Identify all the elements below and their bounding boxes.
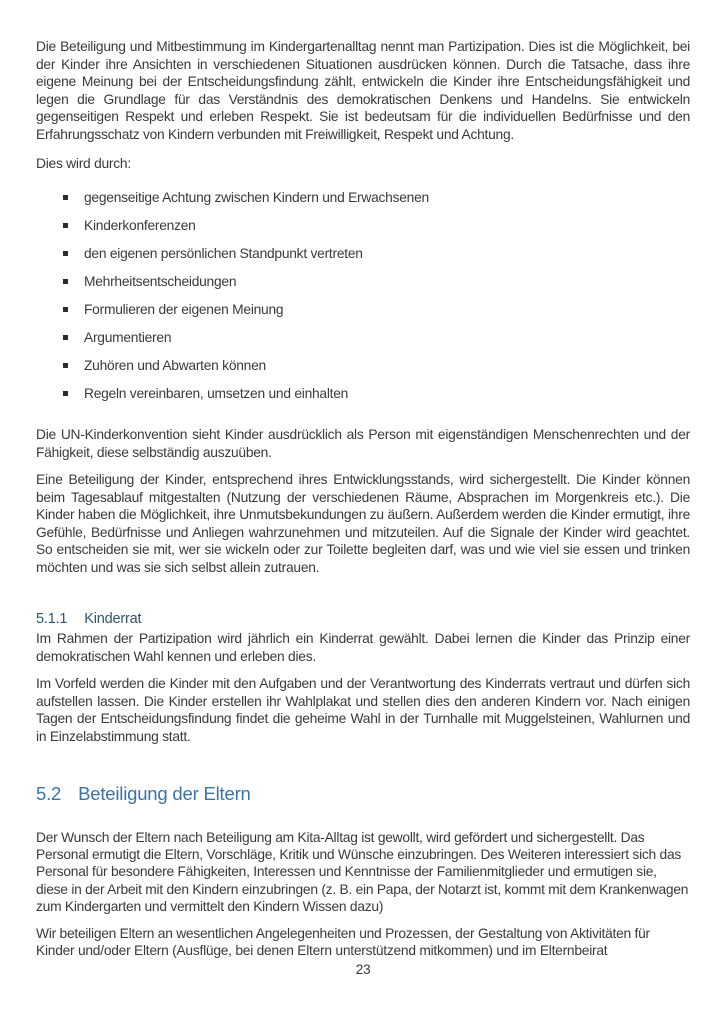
list-item bbox=[63, 189, 690, 207]
heading-number: 5.1.1 bbox=[36, 611, 68, 627]
paragraph-eltern-beteiligung: Wir beteiligen Eltern an wesentlichen Angelegenheiten und Prozessen, der Gestaltung von Aktivitäten für Kinder und/oder Eltern (Ausflüge, bei denen Eltern unterstützend mitkommen) und im Elternbeirat bbox=[36, 926, 650, 959]
bullet-square-icon bbox=[63, 279, 68, 284]
participation-bullet-list bbox=[36, 189, 690, 403]
paragraph-kinderrat-wahl: Im Rahmen der Partizipation wird jährlich ein Kinderrat gewählt. Dabei lernen die Kinder das Prinzip einer demokratischen Wahl kennen und erleben dies. bbox=[36, 631, 690, 664]
list-item-label: Kinderkonferenzen bbox=[84, 217, 196, 233]
bullet-square-icon bbox=[63, 335, 68, 340]
paragraph-un-kinderkonvention: Die UN-Kinderkonvention sieht Kinder ausdrücklich als Person mit eigenständigen Menschenrechten und der Fähigkeit, diese selbständig auszuüben. bbox=[36, 427, 690, 460]
list-item bbox=[63, 357, 690, 375]
heading-number: 5.2 bbox=[36, 783, 62, 804]
bullet-square-icon bbox=[63, 195, 68, 200]
bullet-square-icon bbox=[63, 363, 68, 368]
heading-beteiligung-eltern bbox=[36, 783, 690, 805]
list-item-label: Mehrheitsentscheidungen bbox=[84, 273, 237, 289]
list-item bbox=[63, 245, 690, 263]
list-item bbox=[63, 385, 690, 403]
heading-title: Beteiligung der Eltern bbox=[78, 783, 251, 804]
bullet-square-icon bbox=[63, 223, 68, 228]
paragraph-beteiligung-kinder: Eine Beteiligung der Kinder, entsprechend ihres Entwicklungsstands, wird sichergestellt. Die Kinder können beim Tagesablauf mitgestalten (Nutzung der verschiedenen Räume, Absprachen im Morgenkreis etc.). Die Kinder haben die Möglichkeit, ihre Unmutsbekundungen zu äußern. Außerdem werden die Kinder ermutigt, ihre Gefühle, Bedürfnisse und Anliegen wahrzunehmen und mitzuteilen. Auf die Signale der Kinder wird geachtet. So entscheiden sie mit, wer sie wickeln oder zur Toilette begleiten darf, was und wie viel sie essen und trinken möchten und was sie sich selbst allein zutrauen. bbox=[36, 472, 690, 575]
heading-kinderrat bbox=[36, 610, 690, 628]
list-item-label: Argumentieren bbox=[84, 329, 172, 345]
list-item bbox=[63, 301, 690, 319]
paragraph-kinderrat-vorfeld: Im Vorfeld werden die Kinder mit den Aufgaben und der Verantwortung des Kinderrats vertraut und dürfen sich aufstellen lassen. Die Kinder erstellen ihr Wahlplakat und stellen dies den anderen Kindern vor. Nach einigen Tagen der Entscheidungsfindung findet die geheime Wahl in der Turnhalle mit Muggelsteinen, Wahlurnen und in Einzelabstimmung statt. bbox=[36, 676, 690, 744]
page-number: 23 bbox=[355, 962, 371, 978]
bullet-square-icon bbox=[63, 391, 68, 396]
bullet-square-icon bbox=[63, 251, 68, 256]
list-item-label: gegenseitige Achtung zwischen Kindern und Erwachsenen bbox=[84, 189, 429, 205]
heading-title: Kinderrat bbox=[84, 611, 142, 627]
list-item-label: Zuhören und Abwarten können bbox=[84, 357, 266, 373]
list-item-label: den eigenen persönlichen Standpunkt vertreten bbox=[84, 245, 363, 261]
paragraph-eltern-wunsch: Der Wunsch der Eltern nach Beteiligung am Kita-Alltag ist gewollt, wird gefördert und sichergestellt. Das Personal ermutigt die Eltern, Vorschläge, Kritik und Wünsche einzubringen. Des Weiteren interessiert sich das Personal für besondere Fähigkeiten, Interessen und Kenntnisse der Familienmitglieder und ermutigen sie, diese in der Arbeit mit den Kindern einzubringen (z. B. ein Papa, der Notarzt ist, kommt mit dem Krankenwagen zum Kindergarten und vermittelt den Kindern Wissen dazu) bbox=[36, 830, 689, 914]
list-item bbox=[63, 217, 690, 235]
list-item-label: Formulieren der eigenen Meinung bbox=[84, 301, 284, 317]
list-item bbox=[63, 329, 690, 347]
paragraph-partizipation: Die Beteiligung und Mitbestimmung im Kindergartenalltag nennt man Partizipation. Dies ist die Möglichkeit, bei der Kinder ihre Ansichten in verschiedenen Situationen ausdrücken können. Durch die Tatsache, dass ihre eigene Meinung bei der Entscheidungsfindung zählt, entwickeln die Kinder ihre Entscheidungsfähigkeit und legen die Grundlage für das Verständnis des demokratischen Denkens und Handelns. Sie entwickeln gegenseitigen Respekt und erleben Respekt. Sie ist bedeutsam für die individuellen Bedürfnisse und den Erfahrungsschatz von Kindern verbunden mit Freiwilligkeit, Respekt und Achtung. bbox=[36, 39, 690, 142]
list-item-label: Regeln vereinbaren, umsetzen und einhalten bbox=[84, 385, 349, 401]
list-intro-text: Dies wird durch: bbox=[36, 156, 131, 171]
bullet-square-icon bbox=[63, 307, 68, 312]
list-item bbox=[63, 273, 690, 291]
